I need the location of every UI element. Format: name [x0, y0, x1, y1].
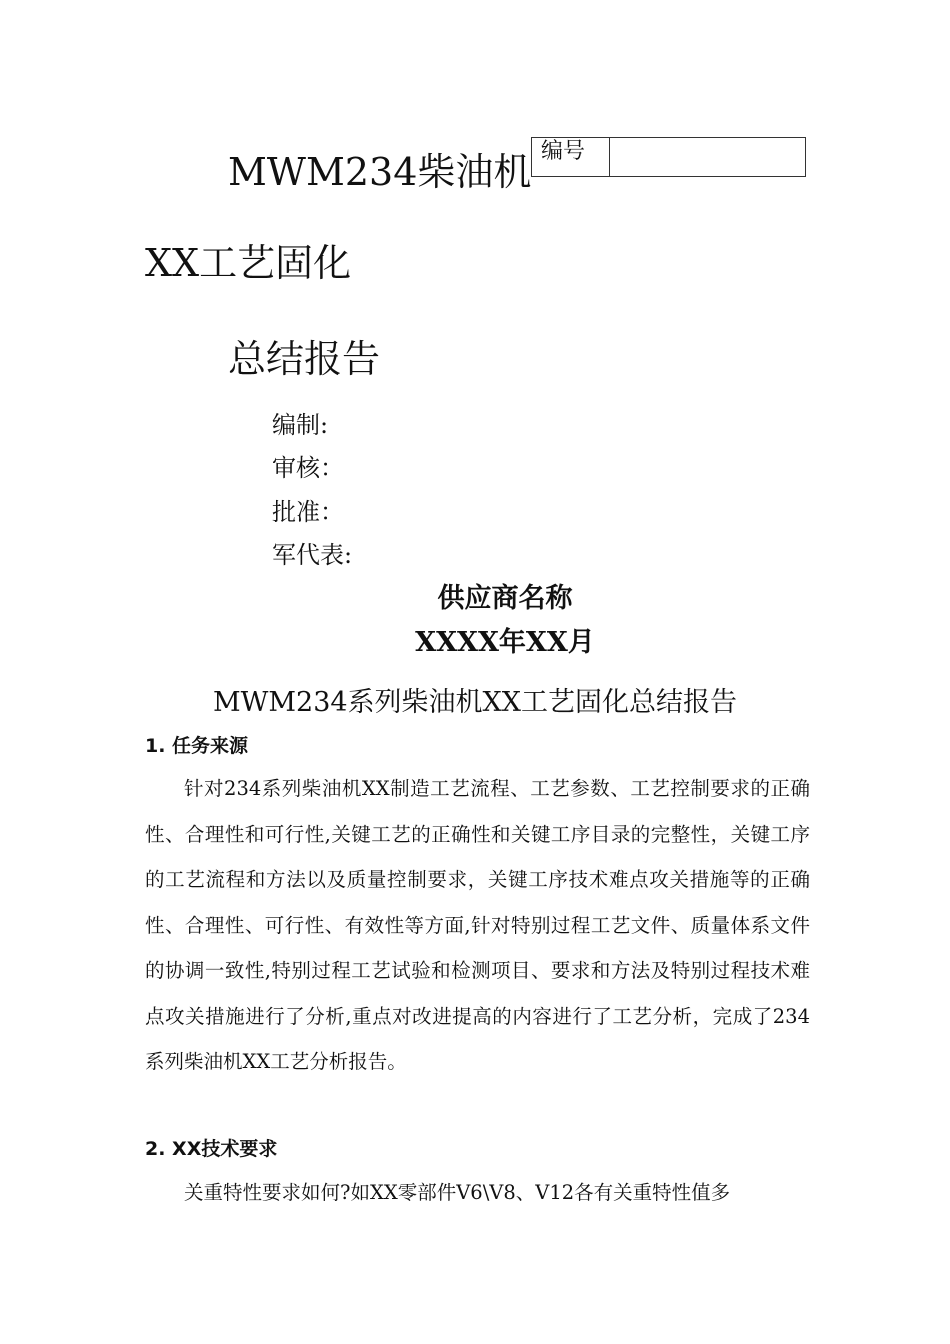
sign-reviewed: 审核：	[272, 454, 344, 482]
report-title: MWM234系列柴油机XX工艺固化总结报告	[212, 687, 738, 718]
cover-title-line-2: XX工艺固化	[145, 241, 352, 285]
document-number-box	[531, 137, 806, 177]
report-date: XXXX年XX月	[415, 627, 595, 658]
document-number-field[interactable]	[610, 138, 805, 176]
section-heading-1: 1. 任务来源	[145, 735, 249, 757]
supplier-name: 供应商名称	[437, 583, 573, 614]
section-body-2: 关重特性要求如何?如XX零部件V6\V8、V12各有关重特性值多	[184, 1181, 731, 1204]
document-number-label: 编号	[532, 138, 610, 176]
cover-title-line-1: MWM234柴油机	[228, 150, 532, 194]
sign-approved: 批准：	[272, 498, 344, 526]
section-heading-2: 2. XX技术要求	[145, 1138, 278, 1160]
section-body-1: 针对234系列柴油机XX制造工艺流程、工艺参数、工艺控制要求的正确性、合理性和可行性,关键工艺的正确性和关键工序目录的完整性，关键工序的工艺流程和方法以及质量控制要求，关键工序技术难点攻关措施等的正确性、合理性、可行性、有效性等方面,针对特别过程工艺文件、质量体系文件的协调一致性,特别过程工艺试验和检测项目、要求和方法及特别过程技术难点攻关措施进行了分析,重点对改进提高的内容进行了工艺分析，完成了234系列柴油机XX工艺分析报告。	[145, 777, 810, 1073]
cover-title-line-3: 总结报告	[228, 337, 381, 381]
sign-compiled: 编制:	[272, 411, 329, 439]
sign-military-rep: 军代表:	[272, 541, 353, 569]
